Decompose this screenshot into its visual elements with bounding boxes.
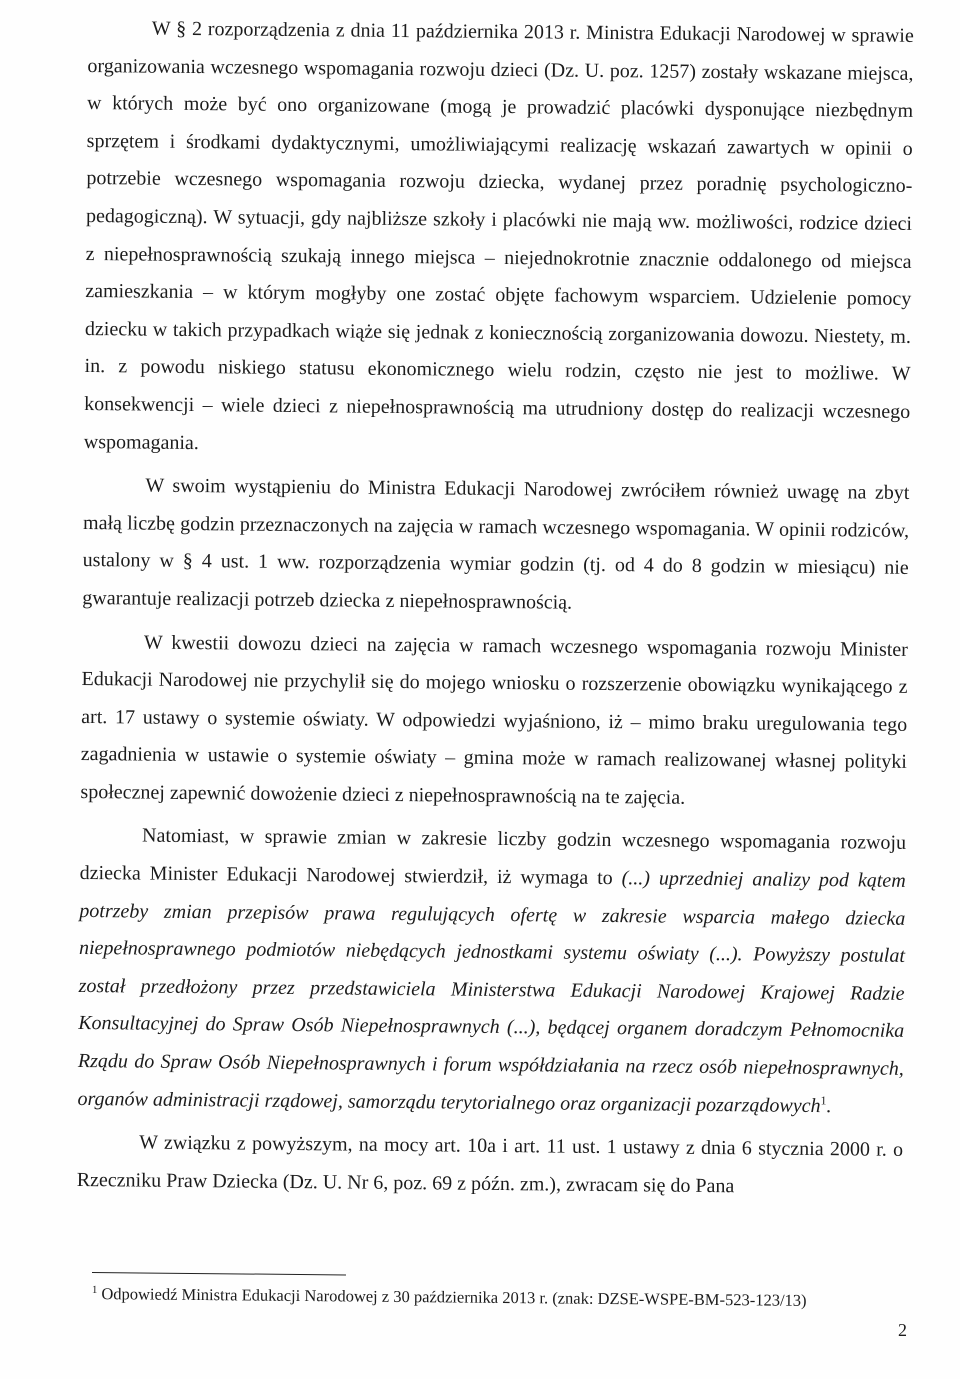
footnote-number: 1	[91, 1283, 98, 1296]
paragraph-4-quote: (...) uprzedniej analizy pod kątem potrzeby zmian przepisów prawa regulujących ofertę w zakresie wsparcia małego dziecka niepełnosprawnego podmiotów niebędących jednostkami systemu oświaty (...). Powyższy postulat został przedłożony przez przedstawiciela Ministerstwa Edukacji Narodowej Krajowej Radzie Konsultacyjnej do Spraw Osób Niepełnosprawnych (...), będącej organem doradczym Pełnomocnika Rządu do Spraw Osób Niepełnosprawnych i forum współdziałania na rzecz osób niepełnosprawnych, organów administracji rządowej, samorządu terytorialnego oraz organizacji pozarządowych	[77, 867, 906, 1117]
paragraph-2: W swoim wystąpieniu do Ministra Edukacji Narodowej zwróciłem również uwagę na zbyt małą liczbę godzin przeznaczonych na zajęcia w ramach wczesnego wspomagania. W opinii rodziców, ustalony w § 4 ust. 1 ww. rozporządzenia wymiar godzin (tj. od 4 do 8 godzin w miesiącu) nie gwarantuje realizacji potrzeb dziecka z niepełnosprawnością.	[82, 474, 910, 614]
body-text	[77, 10, 914, 1207]
paragraph-3: W kwestii dowozu dzieci na zajęcia w ramach wczesnego wspomagania rozwoju Minister Edukacji Narodowej nie przychylił się do mojego wniosku o rozszerzenie obowiązku wynikającego z art. 17 ustawy o systemie oświaty. W odpowiedzi wyjaśniono, iż – mimo braku uregulowania tego zagadnienia w ustawie o systemie oświaty – gmina może w ramach realizowanej własnej polityki społecznej zapewnić dowożenie dzieci z niepełnosprawnością na te zajęcia.	[80, 631, 909, 809]
paragraph-4	[77, 817, 906, 1126]
page-number: 2	[898, 1320, 907, 1340]
paragraph-1: W § 2 rozporządzenia z dnia 11 października 2013 r. Ministra Edukacji Narodowej w sprawie organizowania wczesnego wspomagania rozwoju dzieci (Dz. U. poz. 1257) zostały wskazane miejsca, w których może być ono organizowane (mogą je prowadzić placówki dysponujące niezbędnym sprzętem i środkami dydaktycznymi, umożliwiającymi realizację wskazań zawartych w opinii o potrzebie wczesnego wspomagania rozwoju dziecka, wydanej przez poradnię psychologiczno-pedagogiczną). W sytuacji, gdy najbliższe szkoły i placówki nie mają ww. możliwości, rodzice dzieci z niepełnosprawnością szukają innego miejsca – niejednokrotnie znacznie oddalonego od miejsca zamieszkania – w którym mogłyby one zostać objęte fachowym wsparciem. Udzielenie pomocy dziecku w takich przypadkach wiąże się jednak z koniecznością zorganizowania dowozu. Niestety, m. in. z powodu niskiego statusu ekonomicznego wielu rodzin, często nie jest to możliwe. W konsekwencji – wiele dzieci z niepełnosprawnością ma utrudniony dostęp do realizacji wczesnego wspomagania.	[83, 17, 914, 454]
footnote	[92, 1283, 922, 1313]
footnote-divider	[92, 1272, 346, 1275]
footnote-text: Odpowiedź Ministra Edukacji Narodowej z 30 października 2013 r. (znak: DZSE-WSPE-BM-523-123/13)	[101, 1284, 807, 1310]
paragraph-4-lead: Natomiast, w sprawie zmian w zakresie liczby godzin wczesnego wspomagania rozwoju dziecka Minister Edukacji Narodowej stwierdził, iż wymaga to	[79, 825, 907, 890]
footnote-reference: 1	[820, 1093, 827, 1108]
paragraph-4-tail: .	[826, 1094, 832, 1117]
paragraph-5: W związku z powyższym, na mocy art. 10a i art. 11 ust. 1 ustawy z dnia 6 stycznia 2000 r. o Rzeczniku Praw Dziecka (Dz. U. Nr 6, poz. 69 z późn. zm.), zwracam się do Pana	[76, 1131, 904, 1198]
